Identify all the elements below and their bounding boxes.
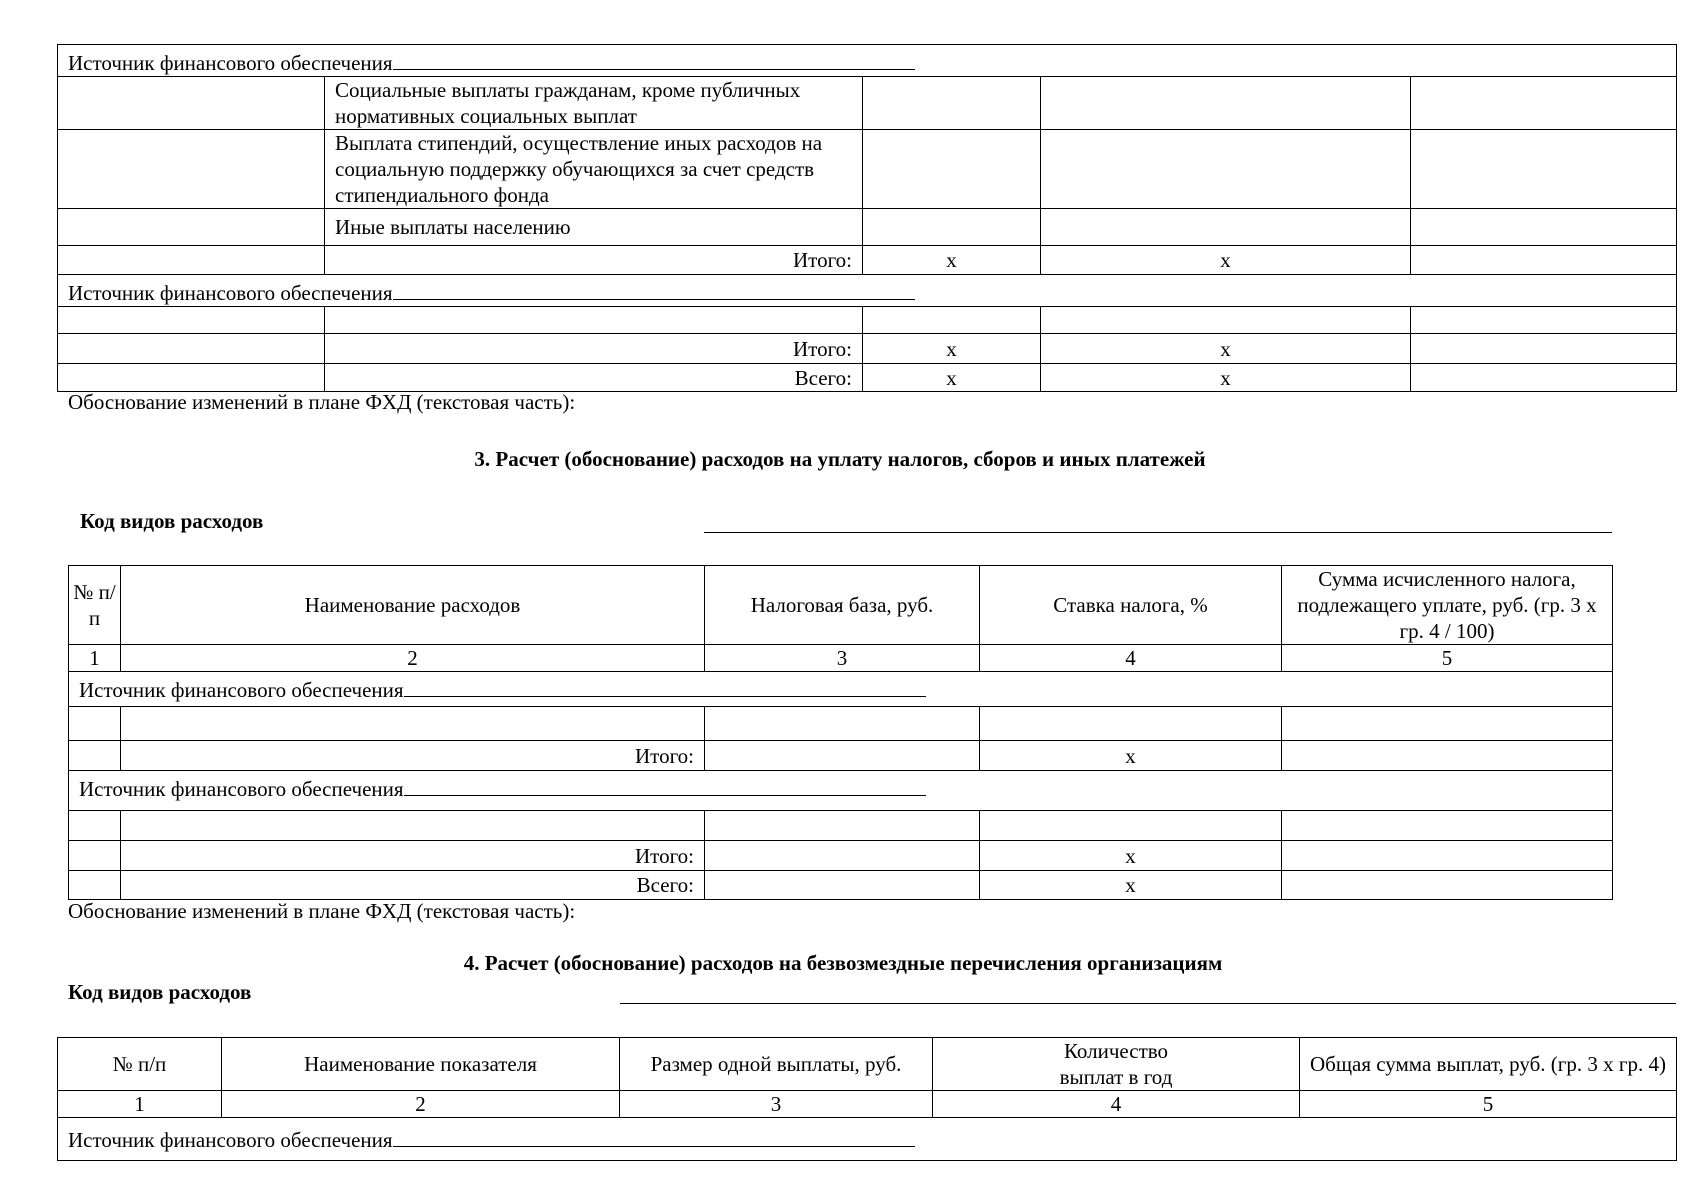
funding-source-blank[interactable] bbox=[393, 277, 915, 300]
x-mark: х bbox=[863, 246, 1041, 275]
expense-name-cell: Социальные выплаты гражданам, кроме публичных нормативных социальных выплат bbox=[325, 77, 863, 130]
x-mark: х bbox=[1041, 334, 1411, 364]
column-number: 4 bbox=[933, 1091, 1300, 1118]
funding-source-label: Источник финансового обеспечения bbox=[68, 1128, 393, 1152]
funding-source-label: Источник финансового обеспечения bbox=[79, 678, 404, 702]
funding-source-row bbox=[58, 275, 1677, 307]
funding-source-label: Источник финансового обеспечения bbox=[68, 281, 393, 305]
x-mark: х bbox=[980, 871, 1282, 900]
expense-name-cell: Выплата стипендий, осуществление иных расходов на социальную поддержку обучающихся за счет средств стипендиального фонда bbox=[325, 130, 863, 209]
funding-source-blank[interactable] bbox=[393, 47, 915, 70]
funding-source-row bbox=[69, 672, 1613, 707]
header-payments-count: Количество выплат в год bbox=[933, 1038, 1300, 1091]
taxes-table bbox=[68, 565, 1613, 900]
header-indicator-name: Наименование показателя bbox=[222, 1038, 620, 1091]
column-number: 1 bbox=[69, 645, 121, 672]
social-payments-table bbox=[57, 44, 1677, 392]
section-4-title: 4. Расчет (обоснование) расходов на безвозмездные перечисления организациям bbox=[463, 951, 1223, 975]
header-payment-size: Размер одной выплаты, руб. bbox=[620, 1038, 933, 1091]
expense-code-blank[interactable] bbox=[704, 532, 1612, 533]
expense-name-cell: Иные выплаты населению bbox=[325, 209, 863, 246]
header-number: № п/п bbox=[69, 566, 121, 645]
itogo-label: Итого: bbox=[325, 246, 863, 275]
x-mark: х bbox=[980, 741, 1282, 771]
justification-text-label: Обоснование изменений в плане ФХД (текстовая часть): bbox=[68, 390, 576, 414]
funding-source-label: Источник финансового обеспечения bbox=[79, 777, 404, 801]
column-number: 2 bbox=[121, 645, 705, 672]
vsego-label: Всего: bbox=[325, 364, 863, 392]
funding-source-row bbox=[69, 771, 1613, 811]
expense-code-label: Код видов расходов bbox=[80, 509, 264, 533]
header-tax-base: Налоговая база, руб. bbox=[705, 566, 980, 645]
x-mark: х bbox=[1041, 246, 1411, 275]
x-mark: х bbox=[980, 841, 1282, 871]
column-number: 4 bbox=[980, 645, 1282, 672]
header-number: № п/п bbox=[58, 1038, 222, 1091]
vsego-label: Всего: bbox=[121, 871, 705, 900]
column-number: 1 bbox=[58, 1091, 222, 1118]
section-3-title: 3. Расчет (обоснование) расходов на уплату налогов, сборов и иных платежей bbox=[474, 447, 1206, 471]
column-number: 5 bbox=[1300, 1091, 1677, 1118]
funding-source-label: Источник финансового обеспечения bbox=[68, 51, 393, 75]
column-number: 3 bbox=[705, 645, 980, 672]
column-number: 5 bbox=[1282, 645, 1613, 672]
expense-code-label: Код видов расходов bbox=[68, 980, 252, 1004]
header-tax-amount: Сумма исчисленного налога, подлежащего уплате, руб. (гр. 3 х гр. 4 / 100) bbox=[1282, 566, 1613, 645]
header-tax-rate: Ставка налога, % bbox=[980, 566, 1282, 645]
funding-source-blank[interactable] bbox=[404, 773, 926, 796]
header-expense-name: Наименование расходов bbox=[121, 566, 705, 645]
x-mark: х bbox=[1041, 364, 1411, 392]
x-mark: х bbox=[863, 334, 1041, 364]
column-number: 2 bbox=[222, 1091, 620, 1118]
header-total-amount: Общая сумма выплат, руб. (гр. 3 х гр. 4) bbox=[1300, 1038, 1677, 1091]
column-number: 3 bbox=[620, 1091, 933, 1118]
x-mark: х bbox=[863, 364, 1041, 392]
itogo-label: Итого: bbox=[121, 741, 705, 771]
gratuitous-transfers-table bbox=[57, 1037, 1677, 1161]
funding-source-row bbox=[58, 1118, 1677, 1161]
itogo-label: Итого: bbox=[325, 334, 863, 364]
funding-source-row bbox=[58, 45, 1677, 77]
funding-source-blank[interactable] bbox=[393, 1124, 915, 1147]
justification-text-label: Обоснование изменений в плане ФХД (текстовая часть): bbox=[68, 899, 576, 923]
expense-code-blank[interactable] bbox=[620, 1003, 1676, 1004]
itogo-label: Итого: bbox=[121, 841, 705, 871]
funding-source-blank[interactable] bbox=[404, 674, 926, 697]
